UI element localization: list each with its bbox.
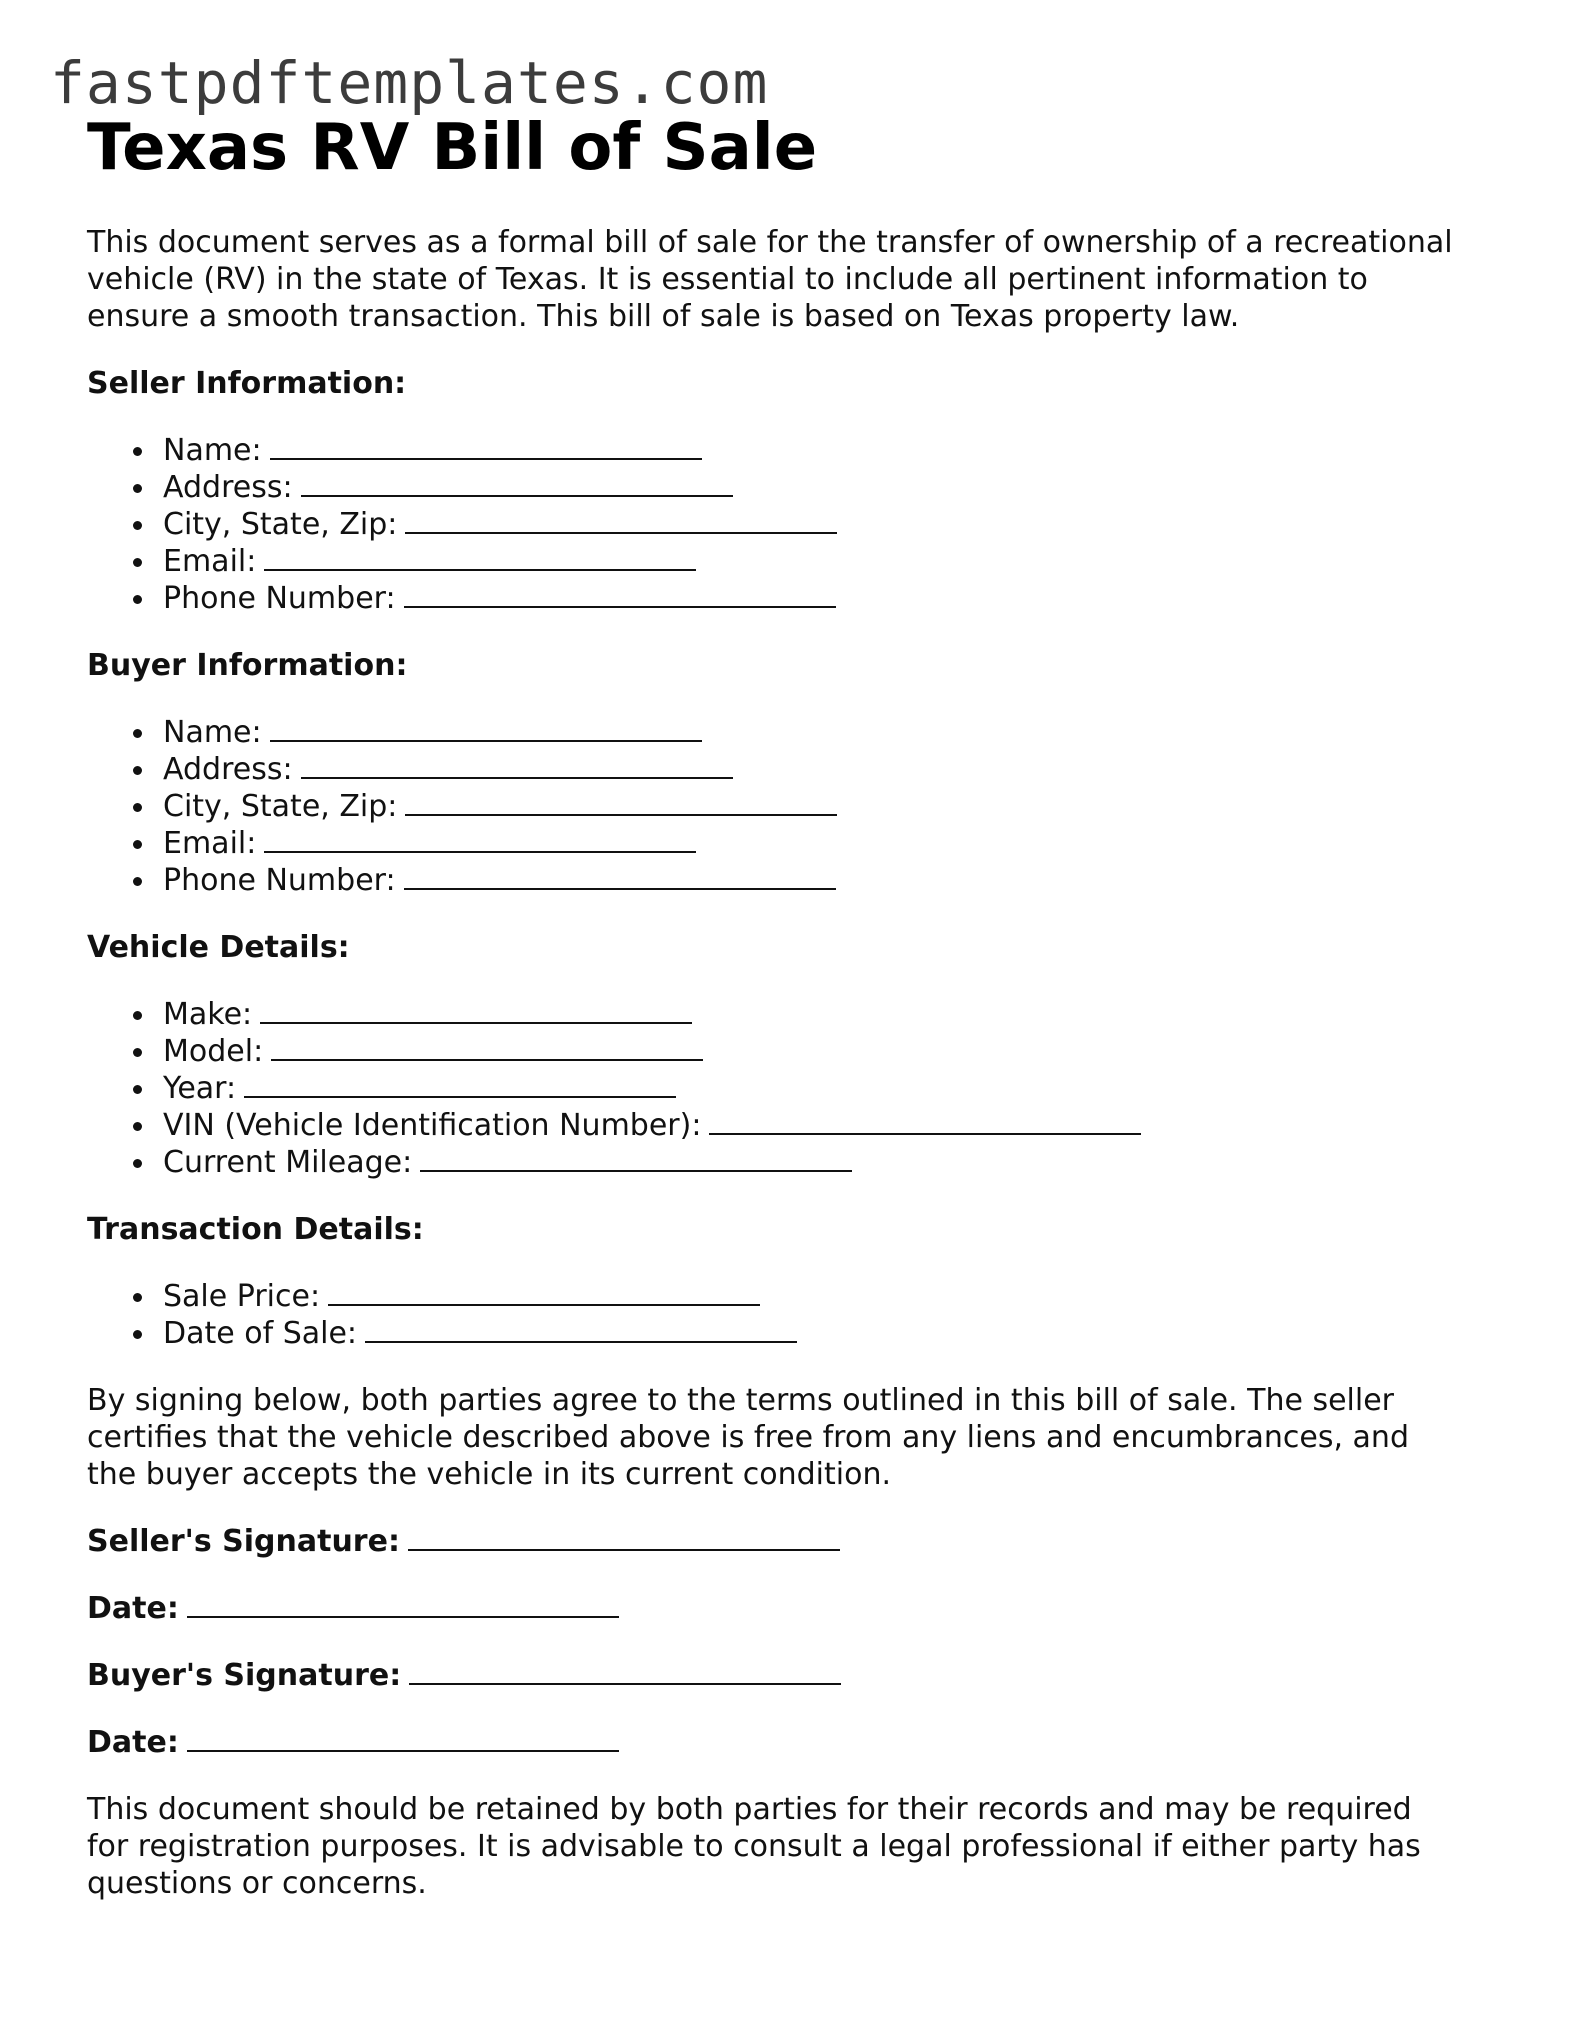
buyer-date-blank[interactable] [187,1724,619,1752]
field-label: Name: [163,715,262,750]
buyer-fields [87,714,1487,899]
seller-city-blank[interactable] [405,506,837,534]
vehicle-model-field [163,1033,1487,1070]
seller-date-blank[interactable] [187,1590,619,1618]
field-label: Address: [163,752,293,787]
field-label: City, State, Zip: [163,507,398,542]
field-label: Date of Sale: [163,1316,358,1351]
field-label: City, State, Zip: [163,789,398,824]
buyer-phone-field [163,862,1487,899]
document-page [87,108,1487,1932]
field-label: Address: [163,470,293,505]
field-label: Name: [163,433,262,468]
seller-fields [87,432,1487,617]
seller-name-field [163,432,1487,469]
seller-email-field [163,543,1487,580]
vehicle-heading: Vehicle Details: [87,930,350,965]
intro-paragraph: This document serves as a formal bill of sale for the transfer of ownership of a recreational vehicle (RV) in the state of Texas. It is essential to include all pertinent information to ensure a smooth transaction. This bill of sale is based on Texas property law. [87,225,1453,334]
buyer-signature-line [87,1657,1487,1694]
seller-email-blank[interactable] [264,543,696,571]
vehicle-model-blank[interactable] [271,1033,703,1061]
seller-address-blank[interactable] [301,469,733,497]
buyer-city-field [163,788,1487,825]
field-label: Email: [163,826,257,861]
field-label: Sale Price: [163,1279,321,1314]
buyer-email-field [163,825,1487,862]
sale-date-blank[interactable] [365,1315,797,1343]
field-label: Email: [163,544,257,579]
buyer-date-line [87,1724,1487,1761]
transaction-fields [87,1278,1487,1352]
seller-signature-label: Seller's Signature: [87,1524,400,1559]
vehicle-year-blank[interactable] [244,1070,676,1098]
seller-signature-blank[interactable] [408,1523,840,1551]
vehicle-make-field [163,996,1487,1033]
transaction-heading: Transaction Details: [87,1212,424,1247]
seller-city-field [163,506,1487,543]
buyer-heading: Buyer Information: [87,648,408,683]
document-title: Texas RV Bill of Sale [87,111,818,185]
seller-signature-line [87,1523,1487,1560]
buyer-city-blank[interactable] [405,788,837,816]
vehicle-mileage-field [163,1144,1487,1181]
seller-name-blank[interactable] [270,432,702,460]
vehicle-vin-field [163,1107,1487,1144]
buyer-date-label: Date: [87,1725,179,1760]
watermark: fastpdftemplates.com [50,49,769,117]
buyer-signature-blank[interactable] [409,1657,841,1685]
vehicle-make-blank[interactable] [260,996,692,1024]
seller-heading: Seller Information: [87,366,407,401]
seller-date-line [87,1590,1487,1627]
seller-phone-field [163,580,1487,617]
sale-price-blank[interactable] [328,1278,760,1306]
closing-paragraph: This document should be retained by both parties for their records and may be required for registration purposes. It is advisable to consult a legal professional if either party has questions or concerns. [87,1792,1421,1901]
agreement-paragraph: By signing below, both parties agree to the terms outlined in this bill of sale. The seller certifies that the vehicle described above is free from any liens and encumbrances, and the buyer accepts the vehicle in its current condition. [87,1383,1409,1492]
buyer-signature-label: Buyer's Signature: [87,1658,402,1693]
vehicle-fields [87,996,1487,1181]
buyer-email-blank[interactable] [264,825,696,853]
field-label: Current Mileage: [163,1145,413,1180]
vehicle-year-field [163,1070,1487,1107]
vehicle-mileage-blank[interactable] [420,1144,852,1172]
sale-price-field [163,1278,1487,1315]
buyer-phone-blank[interactable] [404,862,836,890]
field-label: Make: [163,997,253,1032]
buyer-address-blank[interactable] [301,751,733,779]
field-label: Year: [163,1071,237,1106]
buyer-name-field [163,714,1487,751]
field-label: Phone Number: [163,863,396,898]
seller-phone-blank[interactable] [404,580,836,608]
vehicle-vin-blank[interactable] [709,1107,1141,1135]
buyer-name-blank[interactable] [270,714,702,742]
field-label: VIN (Vehicle Identification Number): [163,1108,702,1143]
seller-address-field [163,469,1487,506]
field-label: Model: [163,1034,264,1069]
buyer-address-field [163,751,1487,788]
seller-date-label: Date: [87,1591,179,1626]
field-label: Phone Number: [163,581,396,616]
sale-date-field [163,1315,1487,1352]
